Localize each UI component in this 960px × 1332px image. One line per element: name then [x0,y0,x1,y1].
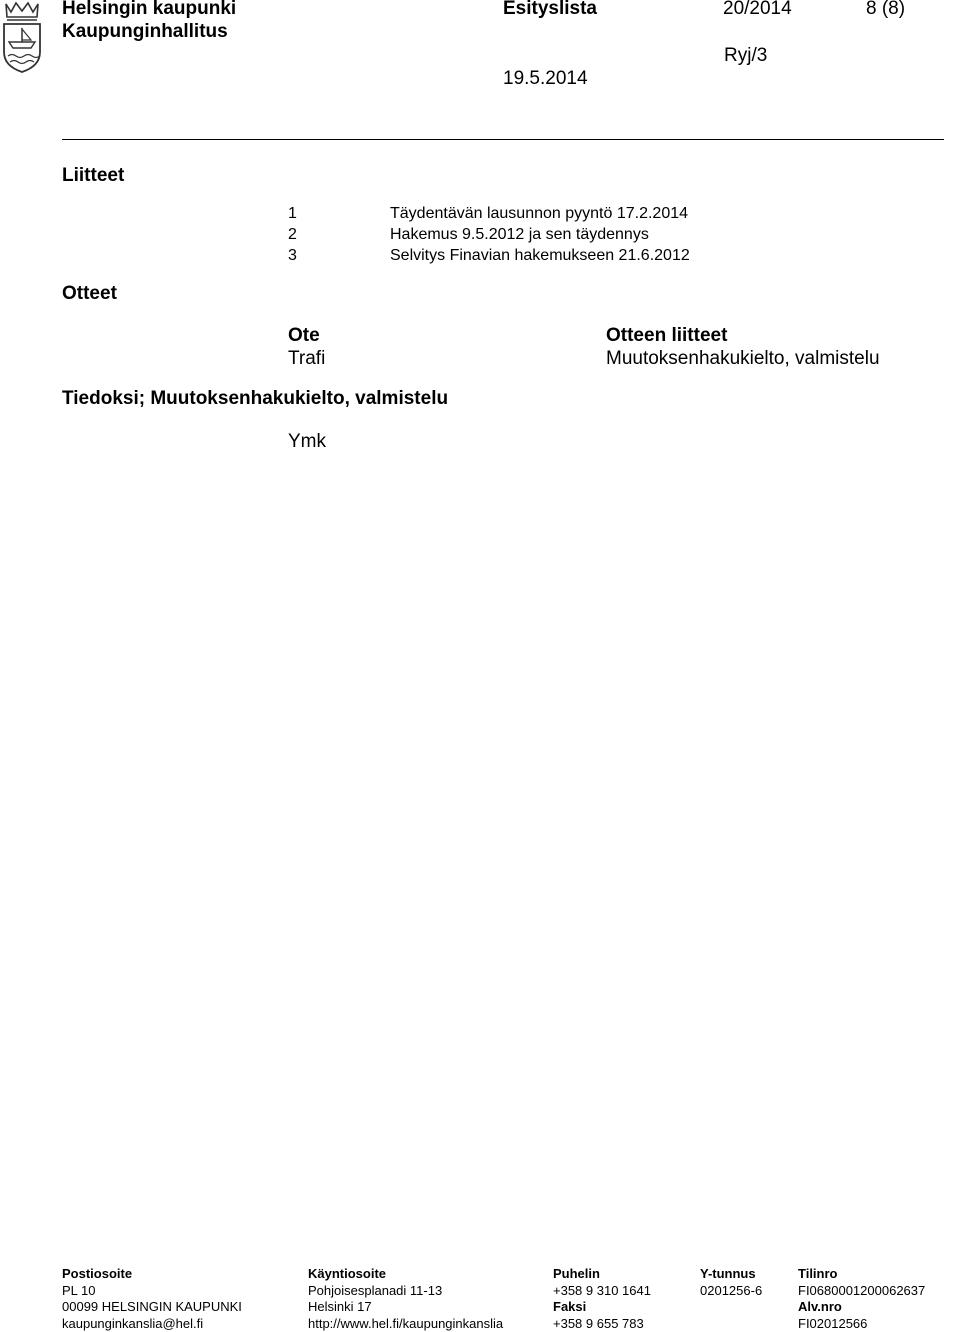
footer-value: +358 9 655 783 [553,1315,644,1331]
footer-value: PL 10 [62,1282,96,1298]
otteet-heading: Otteet [62,283,117,304]
attachment-number: 1 [288,205,297,222]
meeting-date: 19.5.2014 [503,68,588,89]
footer-email-link[interactable]: kaupunginkanslia@hel.fi [62,1315,204,1331]
footer-label: Postiosoite [62,1266,133,1281]
footer-label: Puhelin [553,1266,600,1281]
ote-recipient: Trafi [288,348,326,369]
footer-value: Pohjoisesplanadi 11-13 [308,1282,443,1298]
document-type: Esityslista [503,0,597,19]
footer-value: FI0680001200062637 [798,1282,926,1298]
otteen-liitteet-header: Otteen liitteet [606,325,728,346]
footer-label: Y-tunnus [700,1266,756,1281]
otteen-liitteet-value: Muutoksenhakukielto, valmistelu [606,348,880,369]
attachment-item [288,204,688,224]
attachment-number: 2 [288,226,297,243]
footer-value: 00099 HELSINGIN KAUPUNKI [62,1299,242,1314]
header-rule [62,139,944,140]
footer-value: FI02012566 [798,1315,868,1331]
body-name: Kaupunginhallitus [62,21,228,42]
tiedoksi-heading: Tiedoksi; Muutoksenhakukielto, valmistelu [62,388,449,409]
attachment-item [288,225,649,245]
footer-phone [553,1266,651,1332]
footer-label: Tilinro [798,1266,838,1281]
attachment-number: 3 [288,247,297,264]
org-name: Helsingin kaupunki [62,0,237,19]
page-number: 8 (8) [866,0,906,19]
ote-column-header: Ote [288,325,320,346]
attachment-title: Täydentävän lausunnon pyyntö 17.2.2014 [390,205,689,222]
footer-value: Helsinki 17 [308,1299,372,1314]
footer-label: Alv.nro [798,1299,842,1314]
attachment-title: Selvitys Finavian hakemukseen 21.6.2012 [390,247,690,264]
footer-postal-address [62,1266,242,1332]
footer-label: Faksi [553,1299,587,1314]
tiedoksi-recipient: Ymk [288,431,326,452]
footer-visiting-address [308,1266,503,1332]
liitteet-heading: Liitteet [62,165,125,186]
footer-business-id [700,1266,762,1299]
document-number: 20/2014 [723,0,792,19]
footer-label: Käyntiosoite [308,1266,387,1281]
section-code: Ryj/3 [724,45,768,66]
footer-value: 0201256-6 [700,1282,763,1298]
footer-value: +358 9 310 1641 [553,1282,651,1298]
attachment-item [288,246,690,266]
footer-website-link[interactable]: http://www.hel.fi/kaupunginkanslia [308,1315,504,1331]
helsinki-coat-of-arms-logo [0,0,44,74]
attachment-title: Hakemus 9.5.2012 ja sen täydennys [390,226,649,243]
footer-account [798,1266,925,1332]
